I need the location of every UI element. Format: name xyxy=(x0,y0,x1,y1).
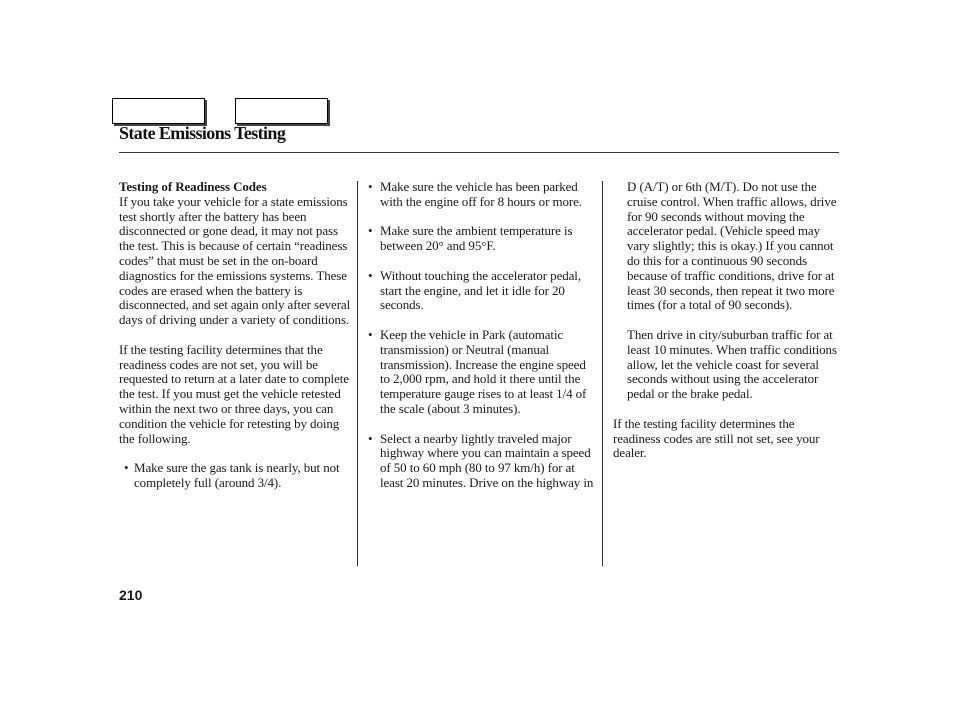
intro-paragraph xyxy=(119,180,351,328)
bullet-marker: • xyxy=(124,460,129,476)
bullet-marker: • xyxy=(368,223,373,239)
bullet-gas-tank xyxy=(119,461,351,491)
section-subheading: Testing of Readiness Codes xyxy=(119,179,267,194)
column-divider-1 xyxy=(357,181,358,566)
bullet-text: Keep the vehicle in Park (automatic transmission) or Neutral (manual transmission). Increase the engine speed to 2,000 rpm, and hold it there until the temperature gauge rises to at least 1/4 of the scale (about 3 minutes). xyxy=(380,326,587,416)
bullet-ambient-temperature xyxy=(368,224,596,254)
bullet-idle xyxy=(368,269,596,313)
bullet-text: Make sure the gas tank is nearly, but not completely full (around 3/4). xyxy=(134,460,340,490)
bullet-text: Make sure the vehicle has been parked with the engine off for 8 hours or more. xyxy=(380,179,582,209)
section-tab-box-2 xyxy=(235,98,328,124)
column-divider-2 xyxy=(602,181,603,566)
text-column-3 xyxy=(613,180,841,476)
bullet-text: Make sure the ambient temperature is between 20° and 95°F. xyxy=(380,223,573,254)
bullet-text: Select a nearby lightly traveled major highway where you can maintain a speed of 50 to 60 mph (80 to 97 km/h) for at least 20 minutes. Drive on the highway in xyxy=(380,430,594,490)
bullet-marker: • xyxy=(368,326,373,342)
readiness-codes-text: If you take your vehicle for a state emissions test shortly after the battery has been disconnected or gone dead, it may not pass the test. This is because of certain “readiness codes” that must be set in the on-board diagnostics for the emissions systems. These codes are erased when the battery is disconnected, and set again only after several days of driving under a variety of conditions. xyxy=(119,193,351,328)
bullet-parked xyxy=(368,180,596,210)
page-title: State Emissions Testing xyxy=(119,123,286,143)
bullet-text: Without touching the accelerator pedal, start the engine, and let it idle for 20 seconds. xyxy=(380,267,581,313)
bullet-marker: • xyxy=(368,430,373,446)
text-column-2 xyxy=(368,180,596,506)
bullet-highway-drive xyxy=(368,432,596,491)
section-tab-box-1 xyxy=(112,98,205,124)
page-number: 210 xyxy=(119,587,143,603)
bullet-engine-speed xyxy=(368,328,596,417)
bullet-marker: • xyxy=(368,267,373,283)
title-divider xyxy=(119,152,839,153)
text-column-1 xyxy=(119,180,351,506)
retest-paragraph: If the testing facility determines that the readiness codes are not set, you will be requested to return at a later date to complete the test. If you must get the vehicle retested within the next two or three days, you can condition the vehicle for retesting by doing the following. xyxy=(119,341,349,446)
highway-continuation: D (A/T) or 6th (M/T). Do not use the cruise control. When traffic allows, drive for 90 seconds without moving the accelerator pedal. (Vehicle speed may vary slightly; this is okay.) If you cannot do this for a continuous 90 seconds because of traffic conditions, drive for at least 30 seconds, then repeat it two more times (for a total of 90 seconds). xyxy=(627,179,837,313)
city-driving-text: Then drive in city/suburban traffic for at least 10 minutes. When traffic conditions allow, let the vehicle coast for several seconds without using the accelerator pedal or the brake pedal. xyxy=(627,326,837,402)
dealer-paragraph: If the testing facility determines the readiness codes are still not set, see your dealer. xyxy=(613,415,820,461)
bullet-marker: • xyxy=(368,179,373,194)
